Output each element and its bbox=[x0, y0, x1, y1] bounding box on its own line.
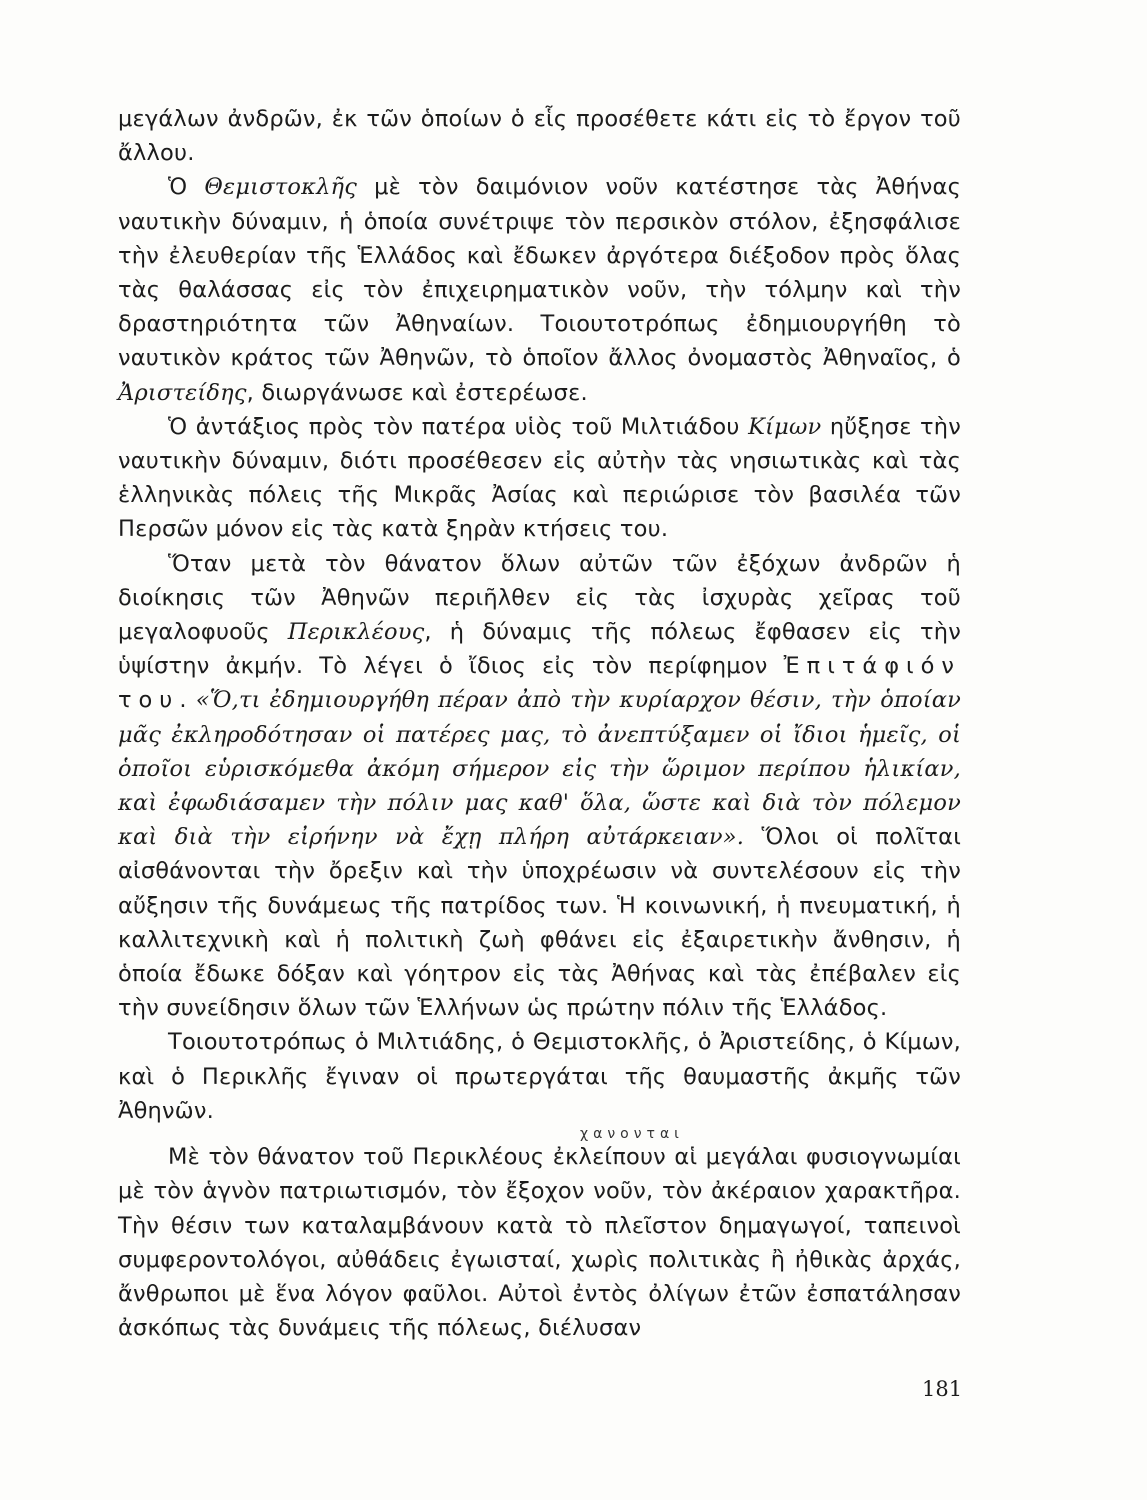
name-perikleous: Περικλέους bbox=[287, 619, 425, 646]
name-themistokles: Θεμιστοκλῆς bbox=[204, 174, 358, 201]
body-text bbox=[118, 102, 961, 1345]
paragraph-1: μεγάλων ἀνδρῶν, ἐκ τῶν ὁποίων ὁ εἷς προσέθετε κάτι εἰς τὸ ἔργον τοῦ ἄλλου. bbox=[118, 106, 961, 167]
epitaphios-spaced: Ἐπιτάφιόν του bbox=[118, 653, 961, 714]
paragraph-4: Ὅταν μετὰ τὸν θάνατον ὅλων αὐτῶν τῶν ἐξόχων ἀνδρῶν ἡ διοίκησις τῶν Ἀθηνῶν περιῆλθεν εἰς τὰς ἰσχυρὰς χεῖρας τοῦ μεγαλοφυοῦς Περικλέους, ἡ δύναμις τῆς πόλεως ἔφθασεν εἰς τὴν ὑψίστην ἀκμήν. Τὸ λέγει ὁ ἴδιος εἰς τὸν περίφημον Ἐπιτάφιόν του. «Ὅ,τι ἐδημιουργήθη πέραν ἀπὸ τὴν κυρίαρχον θέσιν, τὴν ὁποίαν μᾶς ἐκληροδότησαν οἱ πατέρες μας, τὸ ἀνεπτύξαμεν οἱ ἴδιοι ἡμεῖς, οἱ ὁποῖοι εὑρισκόμεθα ἀκόμη σήμερον εἰς τὴν ὥριμον περίπου ἡλικίαν, καὶ ἐφωδιάσαμεν τὴν πόλιν μας καθ' ὅλα, ὥστε καὶ διὰ τὸν πόλεμον καὶ διὰ τὴν εἰρήνην νὰ ἔχῃ πλήρη αὐτάρκειαν». Ὅλοι οἱ πολῖται αἰσθάνονται τὴν ὄρεξιν καὶ τὴν ὑποχρέωσιν νὰ συντελέσουν εἰς τὴν αὔξησιν τῆς δυνάμεως τῆς πατρίδος των. Ἡ κοινωνική, ἡ πνευματική, ἡ καλλιτεχνικὴ καὶ ἡ πολιτικὴ ζωὴ φθάνει εἰς ἐξαιρετικὴν ἄνθησιν, ἡ ὁποία ἔδωκε δόξαν καὶ γόητρον εἰς τὰς Ἀθήνας καὶ τὰς ἐπέβαλεν εἰς τὴν συνείδησιν ὅλων τῶν Ἑλλήνων ὡς πρώτην πόλιν τῆς Ἑλλάδος. bbox=[118, 550, 962, 1022]
name-kimon: Κίμων bbox=[748, 413, 822, 440]
epitaphios-quote: «Ὅ,τι ἐδημιουργήθη πέραν ἀπὸ τὴν κυρίαρχον θέσιν, τὴν ὁποίαν μᾶς ἐκληροδότησαν οἱ πατέρες μας, τὸ ἀνεπτύξαμεν οἱ ἴδιοι ἡμεῖς, οἱ ὁποῖοι εὑρισκόμεθα ἀκόμη σήμερον εἰς τὴν ὥριμον περίπου ἡλικίαν, καὶ ἐφωδιάσαμεν τὴν πόλιν μας καθ' ὅλα, ὥστε καὶ διὰ τὸν πόλεμον καὶ διὰ τὴν εἰρήνην νὰ ἔχῃ πλήρη αὐτάρκειαν». bbox=[118, 687, 961, 851]
paragraph-2: Ὁ Θεμιστοκλῆς μὲ τὸν δαιμόνιον νοῦν κατέστησε τὰς Ἀθήνας ναυτικὴν δύναμιν, ἡ ὁποία συνέτριψε τὸν περσικὸν στόλον, ἐξησφάλισε τὴν ἐλευθερίαν τῆς Ἑλλάδος καὶ ἔδωκεν ἀργότερα διέξοδον πρὸς ὅλας τὰς θαλάσσας εἰς τὸν ἐπιχειρηματικὸν νοῦν, τὴν τόλμην καὶ τὴν δραστηριότητα τῶν Ἀθηναίων. Τοιουτοτρόπως ἐδημιουργήθη τὸ ναυτικὸν κράτος τῶν Ἀθηνῶν, τὸ ὁποῖον ἄλλος ὀνομαστὸς Ἀθηναῖος, ὁ Ἀριστείδης, διωργάνωσε καὶ ἐστερέωσε. bbox=[118, 174, 961, 406]
page-number: 181 bbox=[922, 1377, 963, 1401]
paragraph-3: Ὁ ἀντάξιος πρὸς τὸν πατέρα υἱὸς τοῦ Μιλτιάδου Κίμων ηὔξησε τὴν ναυτικὴν δύναμιν, διότι προσέθεσεν εἰς αὐτὴν τὰς νησιωτικὰς καὶ τὰς ἑλληνικὰς πόλεις τῆς Μικρᾶς Ἀσίας καὶ περιώρισε τὸν βασιλέα τῶν Περσῶν μόνον εἰς τὰς κατὰ ξηρὰν κτήσεις του. bbox=[118, 413, 962, 543]
name-aristeides: Ἀριστείδης bbox=[118, 379, 247, 406]
paragraph-6: Μὲ τὸν θάνατον τοῦ Περικλέους ἐκλείπουν αἱ μεγάλαι φυσιογνωμίαι μὲ τὸν ἁγνὸν πατριωτισμόν, τὸν ἔξοχον νοῦν, τὸν ἀκέραιον χαρακτῆρα. Τὴν θέσιν των καταλαμβάνουν κατὰ τὸ πλεῖστον δημαγωγοί, ταπεινοὶ συμφεροντολόγοι, αὐθάδεις ἐγωισταί, χωρὶς πολιτικὰς ἢ ἠθικὰς ἀρχάς, ἄνθρωποι μὲ ἕνα λόγον φαῦλοι. Αὐτοὶ ἐντὸς ὀλίγων ἐτῶν ἐσπατάλησαν ἀσκόπως τὰς δυνάμεις τῆς πόλεως, διέλυσαν bbox=[118, 1144, 961, 1342]
handwritten-annotation: χανονται bbox=[580, 1126, 684, 1143]
paragraph-5: Τοιουτοτρόπως ὁ Μιλτιάδης, ὁ Θεμιστοκλῆς, ὁ Ἀριστείδης, ὁ Κίμων, καὶ ὁ Περικλῆς ἔγιναν οἱ πρωτεργάται τῆς θαυμαστῆς ἀκμῆς τῶν Ἀθηνῶν. bbox=[118, 1029, 961, 1124]
